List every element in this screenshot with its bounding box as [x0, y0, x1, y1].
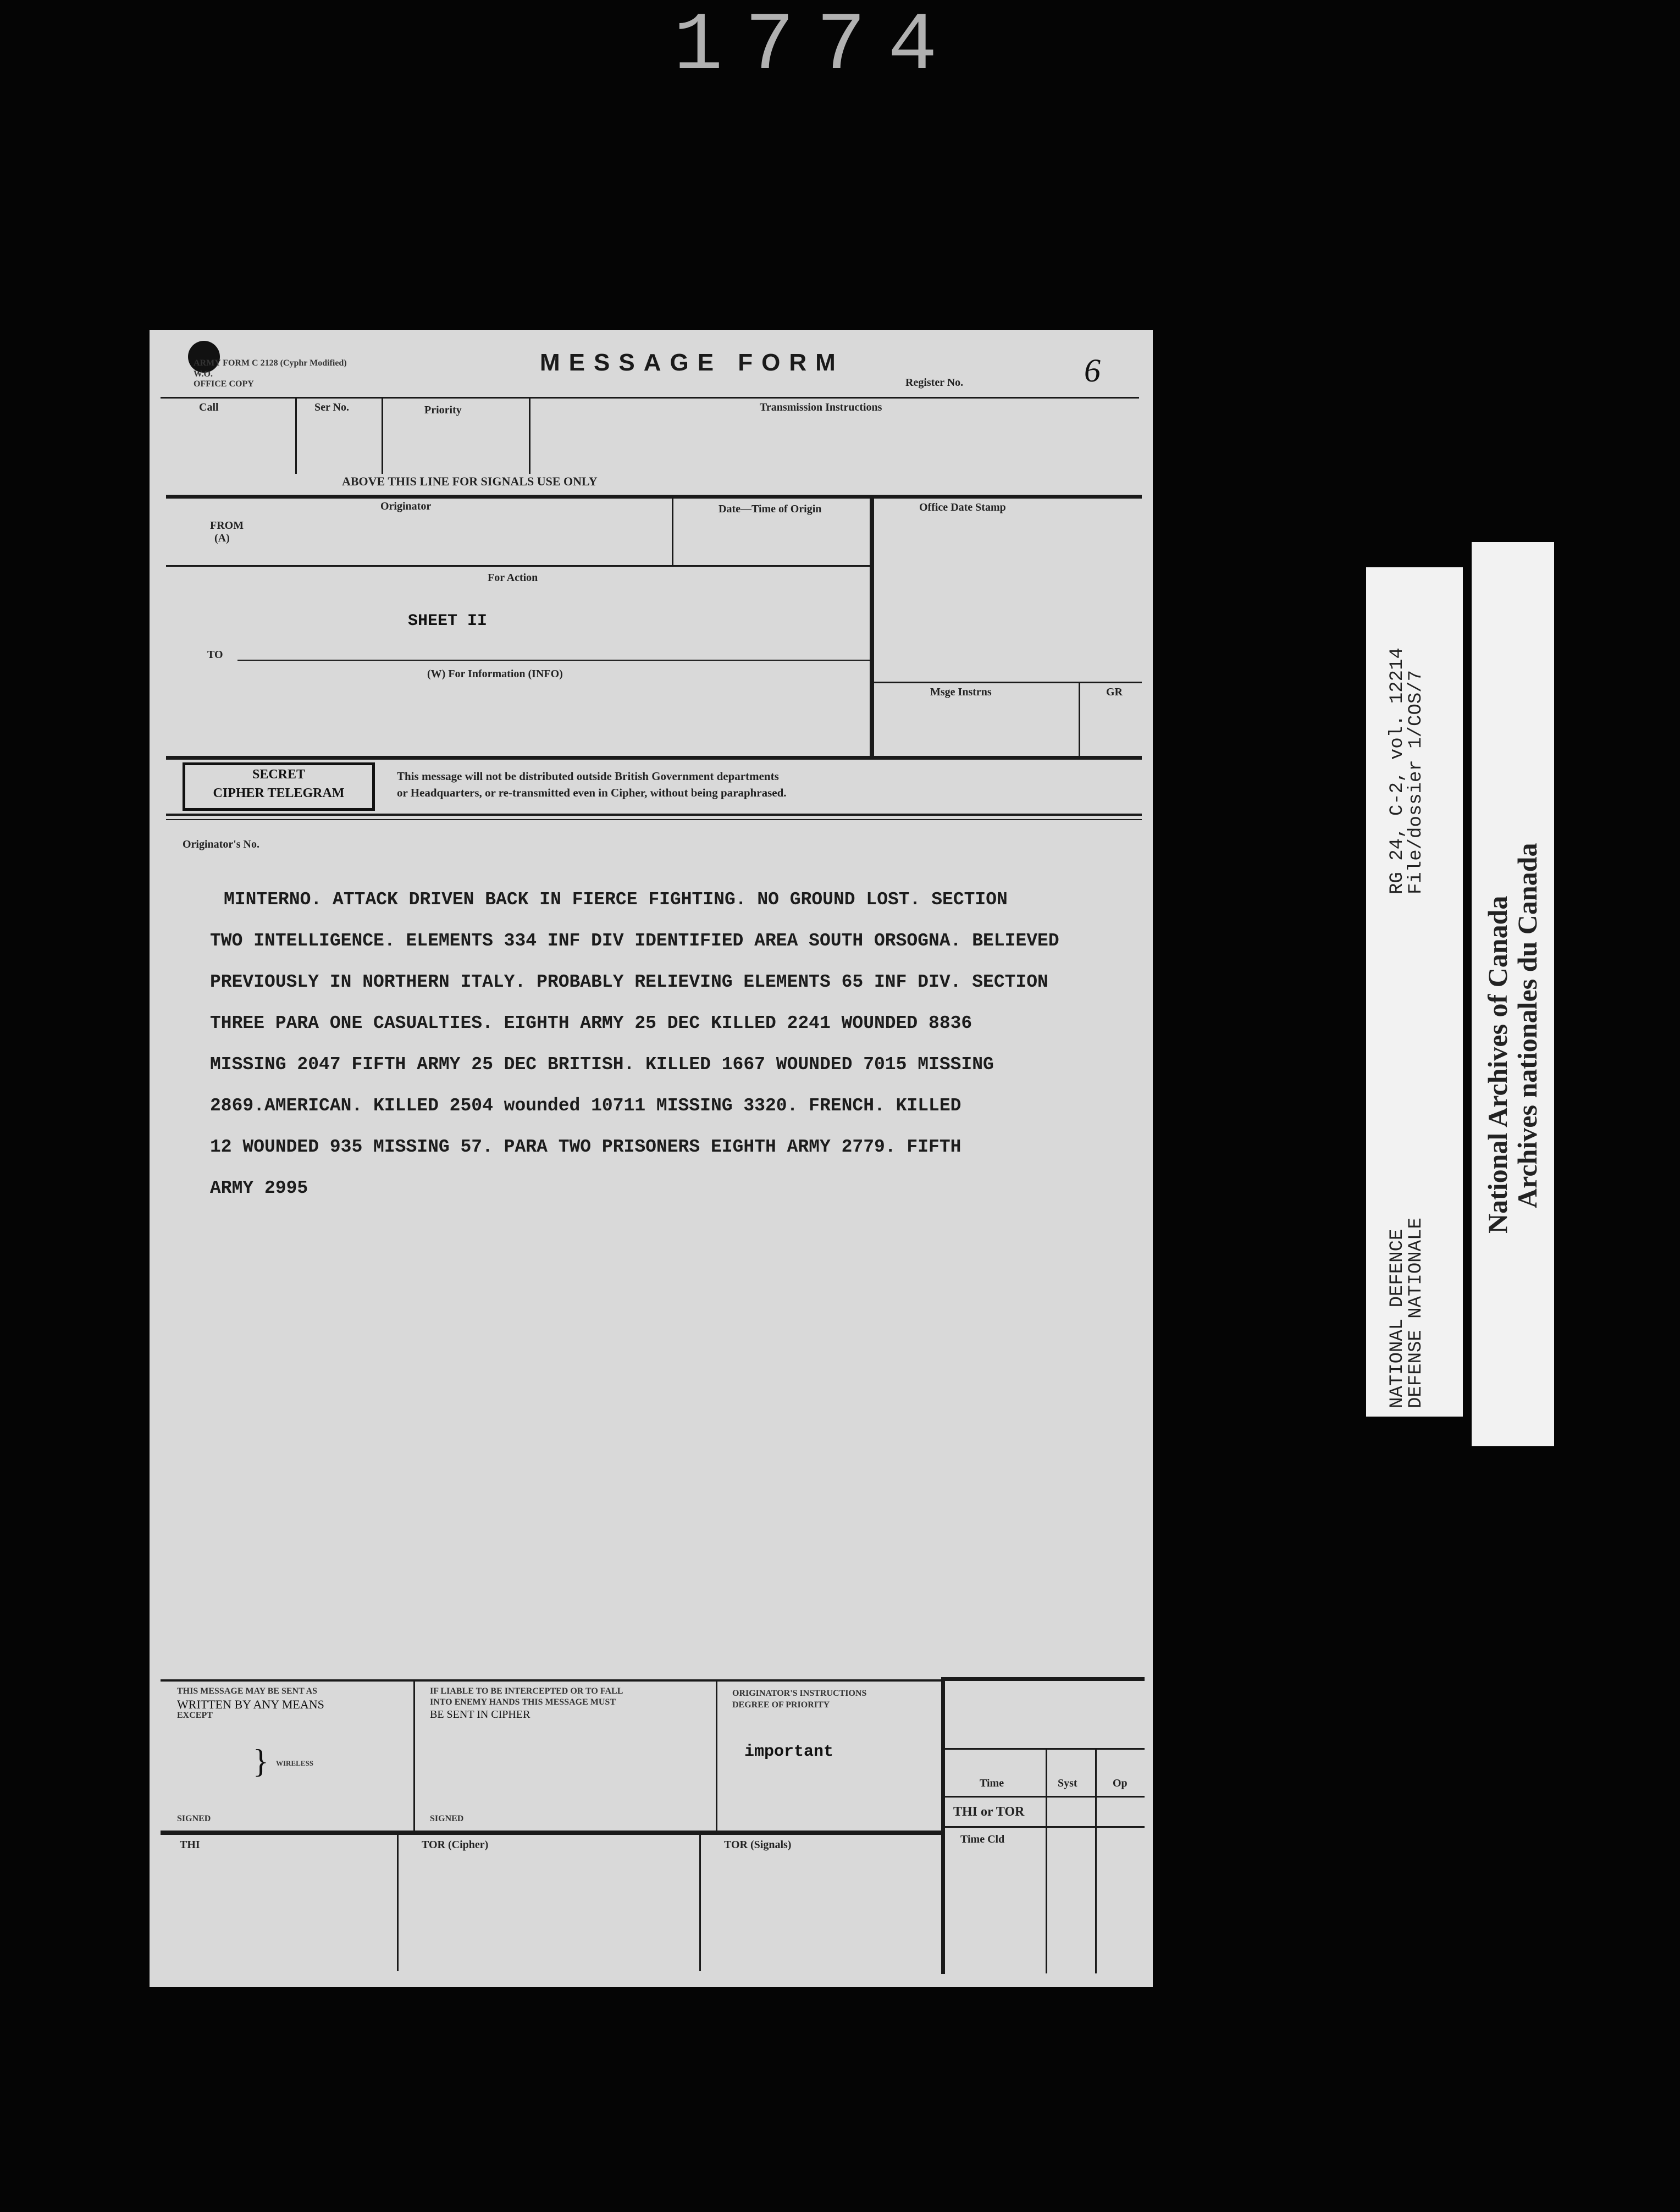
op-header: Op — [1113, 1777, 1128, 1789]
footer-col2-line-2: INTO ENEMY HANDS THIS MESSAGE MUST — [430, 1697, 616, 1707]
footer-col1-line-1: THIS MESSAGE MAY BE SENT AS — [177, 1686, 318, 1696]
thi-label: THI — [180, 1839, 200, 1851]
register-no-label: Register No. — [905, 377, 964, 389]
dept-line-2: DEFENSE NATIONALE — [1406, 1218, 1427, 1408]
footer-col1-line-2: WRITTEN BY ANY MEANS — [177, 1697, 324, 1711]
from-sub: (A) — [214, 532, 230, 544]
for-action-label: For Action — [488, 572, 538, 584]
syst-header: Syst — [1058, 1777, 1077, 1789]
col-call: Call — [199, 401, 219, 413]
message-line-3: PREVIOUSLY IN NORTHERN ITALY. PROBABLY RELIEVING ELEMENTS 65 INF DIV. SECTION — [210, 972, 1048, 992]
form-code-1: ARMY FORM C 2128 (Cyphr Modified) — [194, 358, 347, 368]
archive-reference-label — [1366, 567, 1463, 1417]
tor-signals-label: TOR (Signals) — [724, 1839, 792, 1851]
footer-col2-line-1: IF LIABLE TO BE INTERCEPTED OR TO FALL — [430, 1686, 623, 1696]
message-line-7: 12 WOUNDED 935 MISSING 57. PARA TWO PRISONERS EIGHTH ARMY 2779. FIFTH — [210, 1137, 961, 1157]
wireless-label: WIRELESS — [276, 1759, 313, 1767]
sheet-label: SHEET II — [408, 612, 488, 631]
thi-or-tor-label: THI or TOR — [953, 1805, 1025, 1819]
form-code-3: OFFICE COPY — [194, 379, 254, 389]
form-code-2: W.O. — [194, 369, 213, 379]
footer-col3-line-1: ORIGINATOR'S INSTRUCTIONS — [732, 1689, 867, 1698]
brace-icon: } — [253, 1743, 269, 1779]
footer-col3-line-2: DEGREE OF PRIORITY — [732, 1700, 830, 1710]
message-line-5: MISSING 2047 FIFTH ARMY 25 DEC BRITISH. KILLED 1667 WOUNDED 7015 MISSING — [210, 1054, 994, 1075]
col-priority: Priority — [424, 404, 462, 416]
secret-cipher-box — [183, 762, 375, 811]
message-line-4: THREE PARA ONE CASUALTIES. EIGHTH ARMY 25 DEC KILLED 2241 WOUNDED 8836 — [210, 1013, 972, 1033]
time-header: Time — [980, 1777, 1004, 1789]
for-info-label: (W) For Information (INFO) — [427, 668, 563, 680]
cipher-telegram-label: CIPHER TELEGRAM — [213, 786, 345, 800]
originators-no-label: Originator's No. — [183, 838, 259, 850]
page-number: 1774 — [673, 0, 960, 93]
col-ser-no: Ser No. — [314, 401, 349, 413]
message-line-6: 2869.AMERICAN. KILLED 2504 wounded 10711 MISSING 3320. FRENCH. KILLED — [210, 1096, 961, 1116]
originator-label: Originator — [380, 500, 432, 512]
signals-note: ABOVE THIS LINE FOR SIGNALS USE ONLY — [342, 474, 598, 488]
rg-line-1: RG 24, C-2, vol. 12214 — [1387, 648, 1408, 894]
msge-instrns-label: Msge Instrns — [930, 686, 992, 698]
date-time-label: Date—Time of Origin — [719, 503, 822, 515]
form-title: MESSAGE FORM — [540, 349, 844, 376]
office-date-stamp-label: Office Date Stamp — [919, 501, 1006, 513]
priority-value: important — [744, 1743, 834, 1761]
to-label: TO — [207, 649, 223, 661]
message-line-1: MINTERNO. ATTACK DRIVEN BACK IN FIERCE FIGHTING. NO GROUND LOST. SECTION — [224, 889, 1008, 910]
secret-label: SECRET — [252, 767, 306, 782]
archive-line-1: National Archives of Canada — [1482, 895, 1513, 1234]
notice-line-1: This message will not be distributed outside British Government departments — [397, 770, 779, 783]
gr-label: GR — [1106, 686, 1123, 698]
time-cld-label: Time Cld — [960, 1833, 1005, 1845]
archive-name-label — [1472, 542, 1554, 1446]
footer-col2-line-3: BE SENT IN CIPHER — [430, 1708, 530, 1721]
dept-line-1: NATIONAL DEFENCE — [1387, 1229, 1408, 1408]
archive-line-2: Archives nationales du Canada — [1512, 843, 1543, 1208]
signed-label-1: SIGNED — [177, 1814, 211, 1823]
rg-line-2: File/dossier 1/COS/7 — [1406, 670, 1427, 894]
footer-col1-line-3: EXCEPT — [177, 1711, 213, 1720]
register-no-value: 6 — [1084, 352, 1101, 389]
from-label: FROM — [210, 519, 244, 532]
tor-cipher-label: TOR (Cipher) — [422, 1839, 489, 1851]
signed-label-2: SIGNED — [430, 1814, 464, 1823]
notice-line-2: or Headquarters, or re-transmitted even in Cipher, without being paraphrased. — [397, 786, 787, 799]
message-line-2: TWO INTELLIGENCE. ELEMENTS 334 INF DIV IDENTIFIED AREA SOUTH ORSOGNA. BELIEVED — [210, 931, 1059, 951]
message-form — [150, 330, 1153, 1987]
col-transmission: Transmission Instructions — [760, 401, 882, 413]
message-line-8: ARMY 2995 — [210, 1178, 308, 1198]
